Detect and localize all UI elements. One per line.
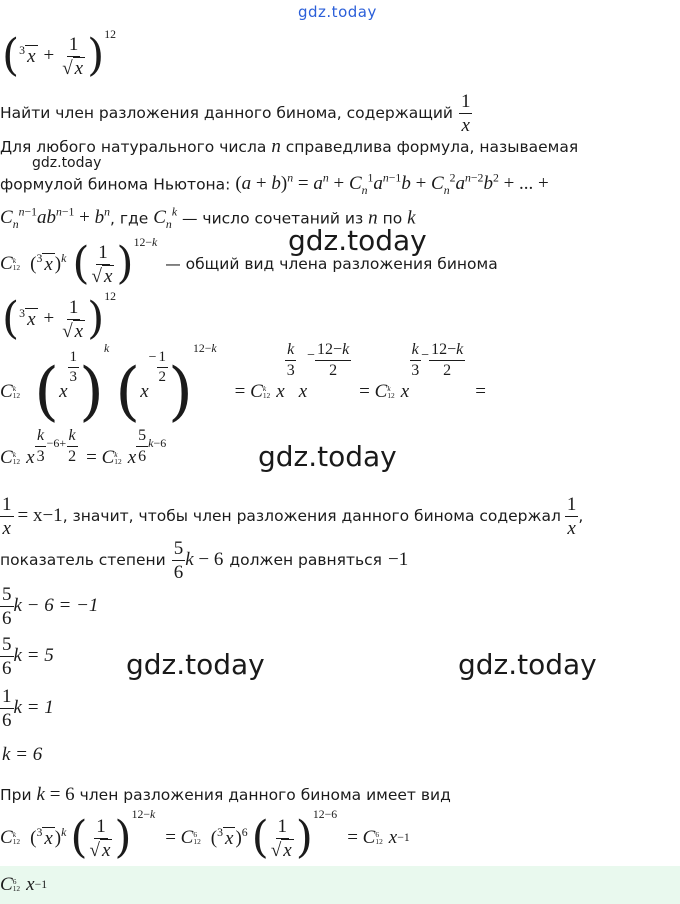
watermark: gdz.today: [258, 440, 397, 473]
task-text: Найти член разложения данного бинома, содержащий $\frac{1}{x}$: [0, 90, 471, 136]
top-watermark: gdz.today: [298, 3, 377, 21]
general-term: C k 12 ($^3$ x )$^k$ ( $\frac{1}{√ x}$ ) $^{12-k}$ — общий вид члена разложения бинома: [0, 236, 498, 289]
theory-line-2: формулой бинома Ньютона: $(a + b)^n = a^n + C_n^1a^{n-1}b + C_n^2a^{n-2}b^2$ + ... +: [0, 172, 549, 198]
theory-line-1: Для любого натурального числа n справедлива формула, называемая: [0, 136, 579, 157]
watermark: gdz.today: [126, 648, 265, 681]
watermark: gdz.today: [32, 155, 102, 171]
theory-line-3: $C_n^{n-1}ab^{n-1} + b^n$, где $C_n^k$ — число сочетаний из n по k: [0, 206, 416, 232]
watermark: gdz.today: [288, 224, 427, 257]
equation-4: k = 6: [2, 744, 43, 765]
equation-1: $\frac{5}{6}$ k − 6 = −1: [2, 583, 99, 629]
condition-line: $\frac{1}{x}$ = x −1 , значит, чтобы член разложения данного бинома содержал $\frac{1}{x}$ ,: [2, 493, 584, 539]
final-derivation: C k 12 ($^3$ x )$^k$ ( $\frac{1}{√ x}$ ) $^{12-k}$ = C 6 12 ($^3$ x )$^6$ ( $\frac{1}{√ x}$ ) $^{12-6}$ = C 6 12 x −1: [0, 808, 410, 863]
equation-2: $\frac{5}{6}$ k = 5: [2, 633, 54, 679]
answer-highlight: [0, 866, 680, 904]
binomial-statement: ( $^3$ x + $\frac{1}{√ x}$ ) $^{12}$: [2, 28, 117, 81]
final-text: При k = 6 член разложения данного бинома имеет вид: [0, 784, 451, 805]
watermark: gdz.today: [458, 648, 597, 681]
derivation-line-1: C k 12 ( x $\frac{1}{3}$ ) k ( x − $\frac{1}{2}$ ) 12−k = C k 12 x $\frac{k}{3}$ x − $\frac{12-k}{2}$ = C k 12 x $\frac{k}{3}$ − $\frac{12-k}{2}$ =: [0, 341, 486, 429]
answer: C 6 12 x −1: [0, 874, 48, 895]
equation-3: $\frac{1}{6}$ k = 1: [2, 685, 54, 731]
derivation-line-2: C k 12 x $\frac{k}{3}$ −6+ $\frac{k}{2}$ = C k 12 x $\frac{5}{6}$ k−6: [0, 427, 167, 468]
binomial-repeat: ( $^3$ x + $\frac{1}{√ x}$ ) $^{12}$: [2, 290, 117, 344]
exponent-line: показатель степени $\frac{5}{6}$ k − 6 должен равняться −1: [0, 537, 409, 583]
